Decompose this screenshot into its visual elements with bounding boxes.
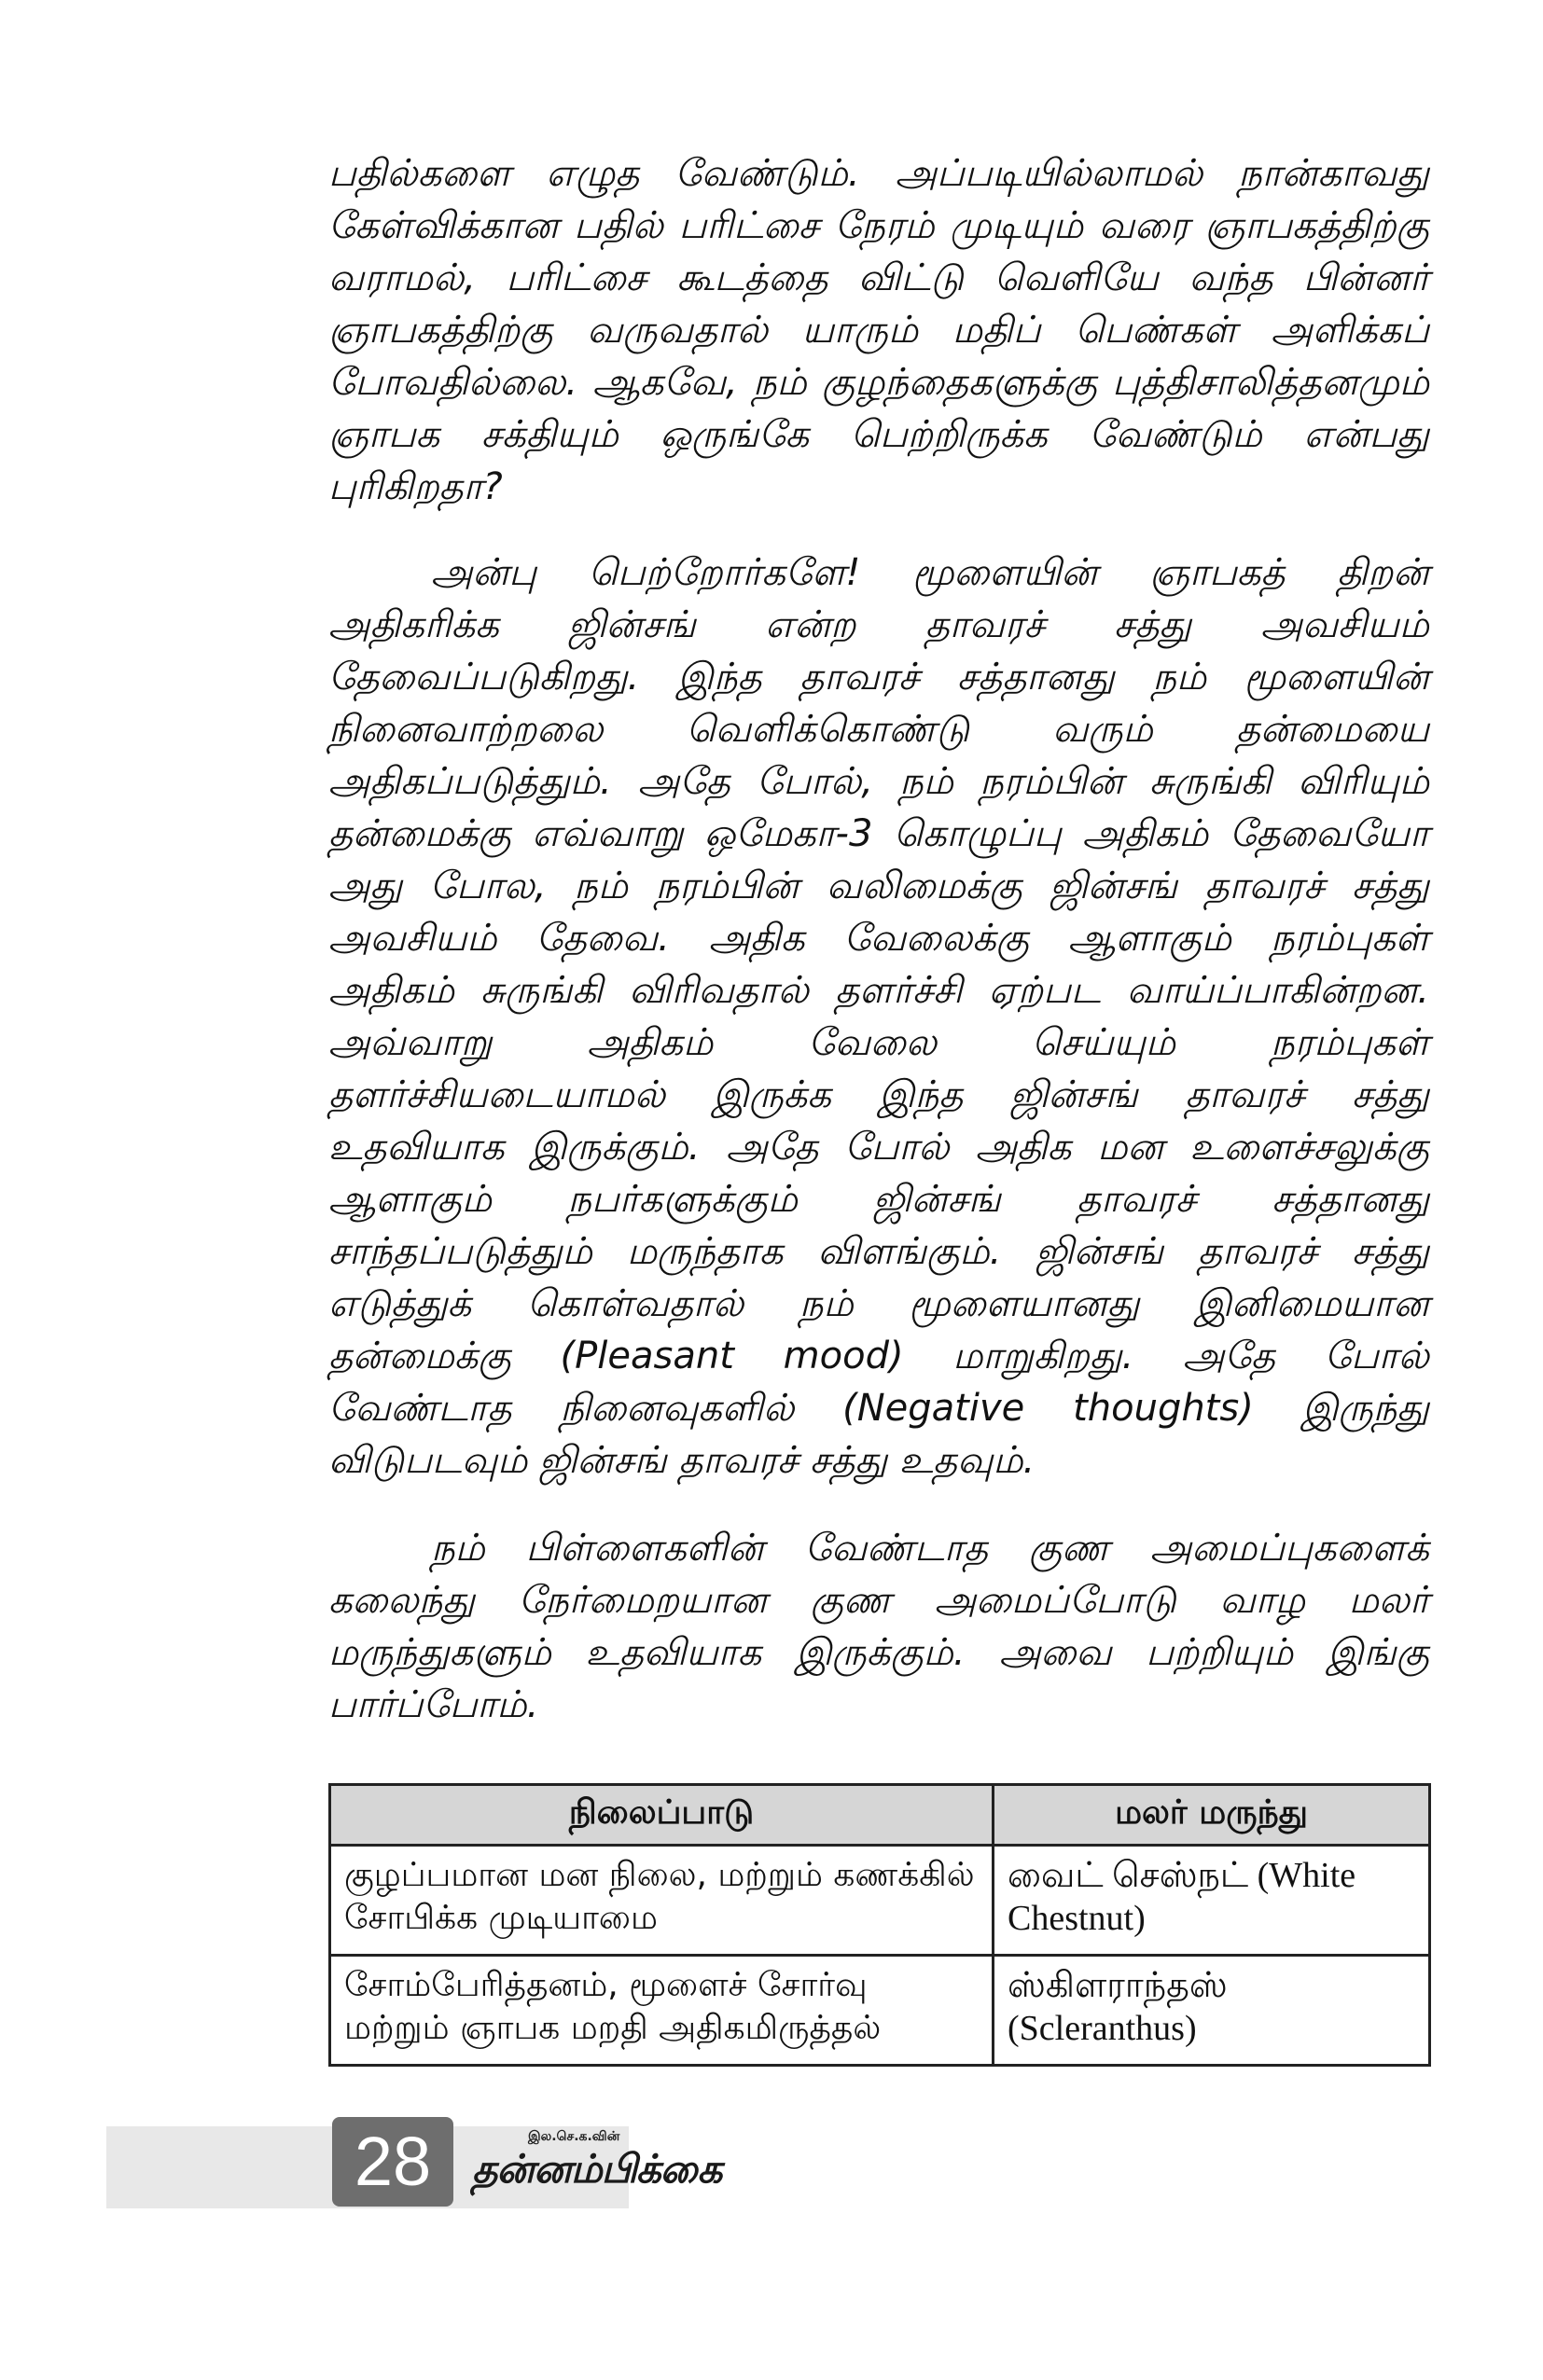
paragraph-1: பதில்களை எழுத வேண்டும். அப்படியில்லாமல் நான்காவது கேள்விக்கான பதில் பரிட்சை நேரம் முடியும் வரை ஞாபகத்திற்கு வராமல், பரிட்சை கூடத்தை விட்டு வெளியே வந்த பின்னர் ஞாபகத்திற்கு வருவதால் யாரும் மதிப் பெண்கள் அளிக்கப் போவதில்லை. ஆகவே, நம் குழந்தைகளுக்கு புத்திசாலித்தனமும் ஞாபக சக்தியும் ஒருங்கே பெற்றிருக்க வேண்டும் என்பது புரிகிறதா? [328,152,1429,508]
remedy-cell: வைட் செஸ்நட் (White Chestnut) [994,1846,1430,1956]
column-header-remedy: மலர் மருந்து [994,1785,1430,1846]
table-row [330,1846,1430,1956]
article-body [328,147,1429,1731]
condition-cell: குழப்பமான மன நிலை, மற்றும் கணக்கில் சோபிக்க முடியாமை [330,1846,994,1956]
page-number: 28 [332,2117,453,2207]
magazine-publisher-label: இல.செ.க.வின் [528,2129,620,2144]
condition-cell: சோம்பேரித்தனம், மூளைச் சோர்வு மற்றும் ஞாபக மறதி அதிகமிருத்தல் [330,1956,994,2066]
magazine-title-logo: தன்னம்பிக்கை [472,2146,722,2192]
paragraph-3: நம் பிள்ளைகளின் வேண்டாத குண அமைப்புகளைக் கலைந்து நேர்மைறயான குண அமைப்போடு வாழ மலர் மருந்துகளும் உதவியாக இருக்கும். அவை பற்றியும் இங்கு பார்ப்போம். [328,1527,1429,1726]
remedy-cell: ஸ்கிளராந்தஸ் (Scleranthus) [994,1956,1430,2066]
paragraph-2: அன்பு பெற்றோர்களே! மூளையின் ஞாபகத் திறன் அதிகரிக்க ஜின்சங் என்ற தாவரச் சத்து அவசியம் தேவைப்படுகிறது. இந்த தாவரச் சத்தானது நம் மூளையின் நினைவாற்றலை வெளிக்கொண்டு வரும் தன்மையை அதிகப்படுத்தும். அதே போல், நம் நரம்பின் சுருங்கி விரியும் தன்மைக்கு எவ்வாறு ஒமேகா-3 கொழுப்பு அதிகம் தேவையோ அது போல, நம் நரம்பின் வலிமைக்கு ஜின்சங் தாவரச் சத்து அவசியம் தேவை. அதிக வேலைக்கு ஆளாகும் நரம்புகள் அதிகம் சுருங்கி விரிவதால் தளர்ச்சி ஏற்பட வாய்ப்பாகின்றன. அவ்வாறு அதிகம் வேலை செய்யும் நரம்புகள் தளர்ச்சியடையாமல் இருக்க இந்த ஜின்சங் தாவரச் சத்து உதவியாக இருக்கும். அதே போல் அதிக மன உளைச்சலுக்கு ஆளாகும் நபர்களுக்கும் ஜின்சங் தாவரச் சத்தானது சாந்தப்படுத்தும் மருந்தாக விளங்கும். ஜின்சங் தாவரச் சத்து எடுத்துக் கொள்வதால் நம் மூளையானது இனிமையான தன்மைக்கு (Pleasant mood) மாறுகிறது. அதே போல் வேண்டாத நினைவுகளில் (Negative thoughts) இருந்து விடுபடவும் ஜின்சங் தாவரச் சத்து உதவும். [328,551,1429,1482]
remedy-table [328,1783,1431,2067]
table-header-row [330,1785,1430,1846]
table-row [330,1956,1430,2066]
column-header-condition: நிலைப்பாடு [330,1785,994,1846]
